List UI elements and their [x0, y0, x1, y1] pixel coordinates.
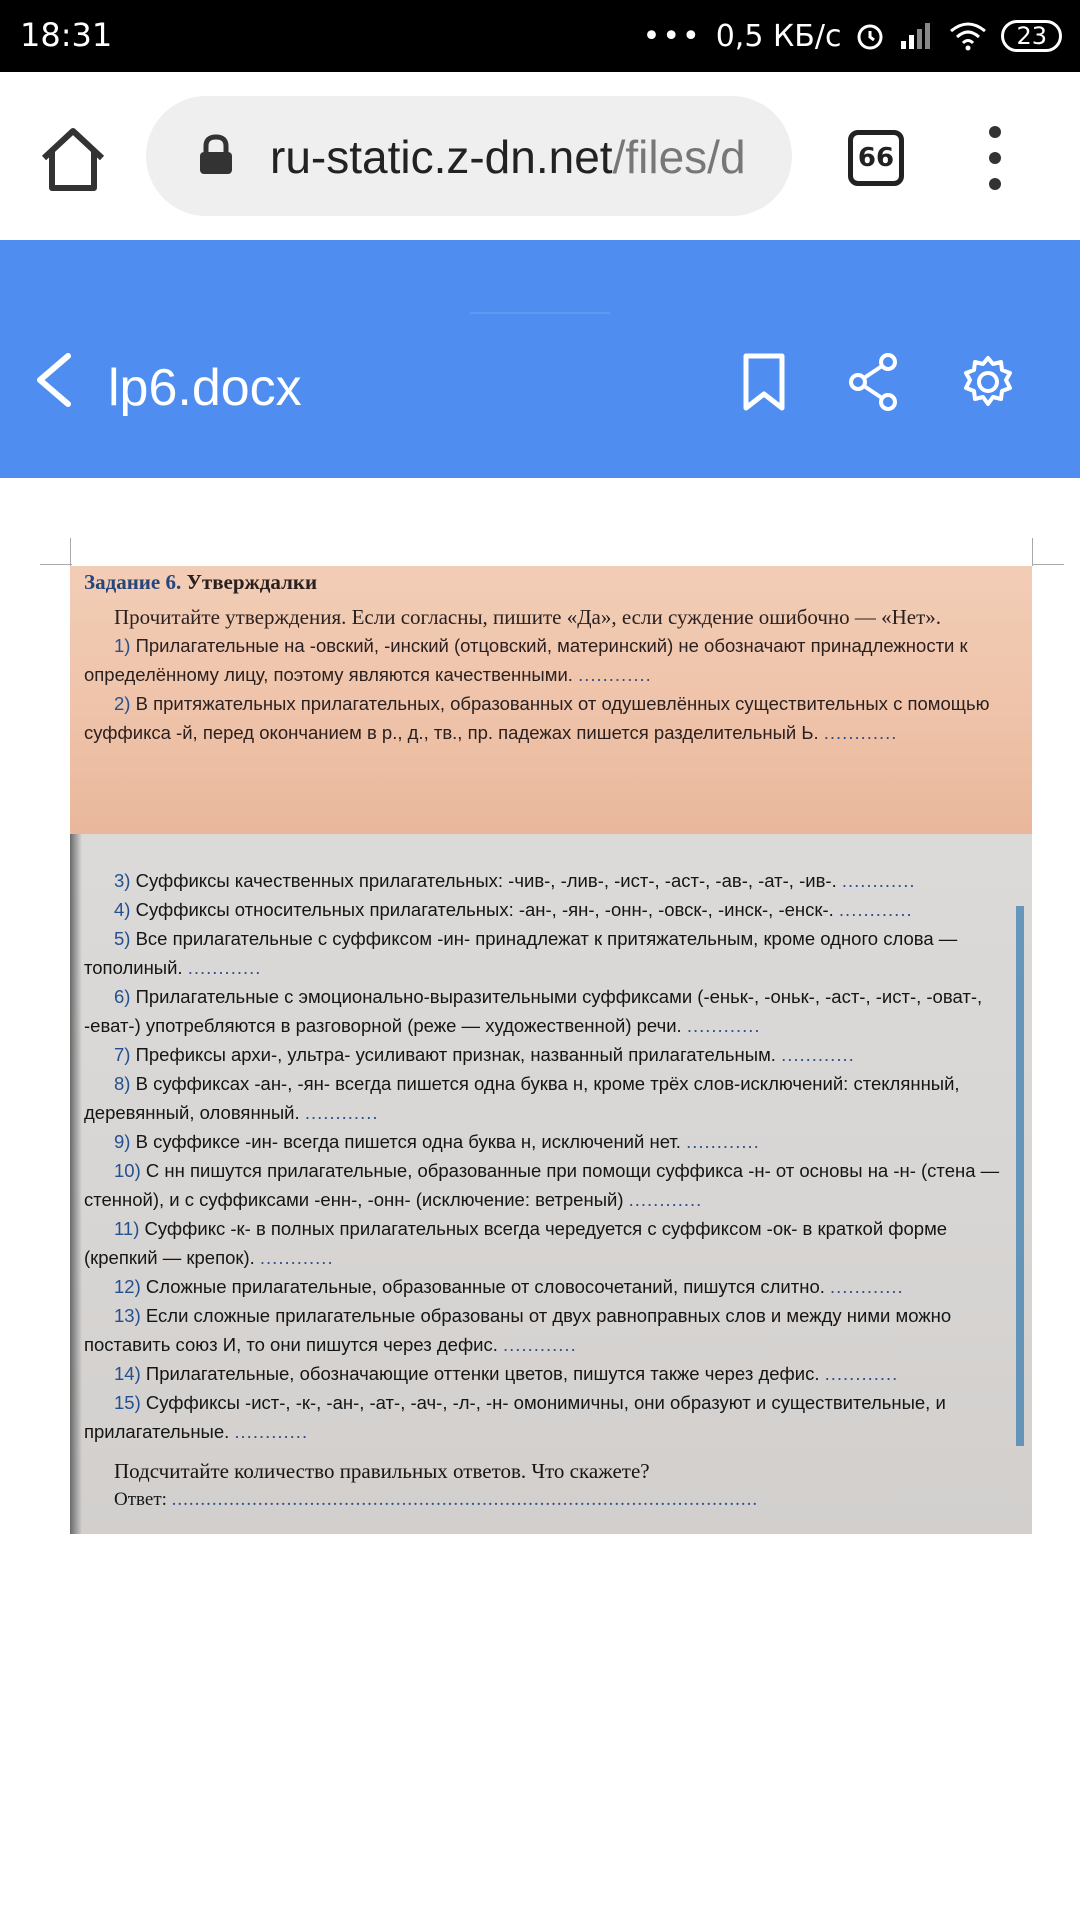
statement-text: Суффикс -к- в полных прилагательных всегда чередуется с суффиксом -ок- в краткой форме (крепкий — крепок).	[84, 1218, 948, 1268]
statement-text: В суффиксе -ин- всегда пишется одна буква н, исключений нет.	[135, 1131, 681, 1152]
statement-text: Прилагательные, обозначающие оттенки цветов, пишутся также через дефис.	[145, 1363, 820, 1384]
statement-text: Суффиксы -ист-, -к-, -ан-, -ат-, -ач-, -л-, -н- омонимичны, они образуют и существительные, и прилагательные.	[84, 1392, 946, 1442]
answer-blank: ............	[187, 957, 262, 978]
statement-number: 12)	[114, 1276, 141, 1297]
statement-item	[84, 1301, 1018, 1359]
answer-blank: ............	[304, 1102, 379, 1123]
settings-gear-icon[interactable]	[960, 352, 1016, 412]
share-icon[interactable]	[846, 352, 902, 412]
statement-number: 11)	[114, 1218, 140, 1239]
signal-icon	[899, 21, 935, 51]
answer-blank: ............	[841, 870, 916, 891]
answer-blank: ............	[686, 1131, 760, 1152]
document-page-image	[70, 566, 1032, 1534]
document-title: lp6.docx	[108, 359, 302, 417]
statement-item	[84, 1127, 1018, 1156]
task-title: Задание 6. Утверждалки	[84, 570, 318, 594]
statement-item	[84, 631, 1018, 689]
url-domain: ru-static.z-dn.net	[270, 131, 613, 183]
browser-toolbar	[0, 72, 1080, 240]
page-section-bottom	[70, 834, 1032, 1534]
document-app-bar	[0, 240, 1080, 478]
statement-number: 4)	[114, 899, 131, 920]
url-text	[270, 130, 792, 184]
statement-text: В притяжательных прилагательных, образованных от одушевлённых существительных с помощью суффикса -й, перед окончанием в р., д., тв., пр. падежах пишется разделительный Ь.	[84, 693, 990, 743]
statement-text: Если сложные прилагательные образованы от двух равноправных слов и между ними можно поставить союз И, то они пишутся через дефис.	[84, 1305, 952, 1355]
statement-item	[84, 1388, 1018, 1446]
wifi-icon	[949, 21, 987, 51]
answer-line: Ответ: ......................................................................................................	[114, 1489, 759, 1510]
answer-blank: ............	[824, 1363, 899, 1384]
answer-blank: ............	[823, 722, 898, 743]
answer-blank: ............	[830, 1276, 904, 1297]
statement-number: 9)	[114, 1131, 131, 1152]
statement-item	[84, 982, 1018, 1040]
document-viewer[interactable]	[0, 478, 1080, 1920]
statement-number: 10)	[114, 1160, 141, 1181]
statement-text: Суффиксы относительных прилагательных: -ан-, -ян-, -онн-, -овск-, -инск-, -енск-.	[135, 899, 834, 920]
home-icon[interactable]	[38, 124, 108, 194]
browser-menu-icon[interactable]	[980, 126, 1010, 196]
statement-item	[84, 689, 1018, 747]
statement-text: Суффиксы качественных прилагательных: -чив-, -лив-, -ист-, -аст-, -ав-, -ат-, -ив-.	[135, 870, 837, 891]
statement-text: Префиксы архи-, ультра- усиливают признак, названный прилагательным.	[135, 1044, 776, 1065]
statement-number: 14)	[114, 1363, 141, 1384]
statement-item	[84, 924, 1018, 982]
answer-blank: ............	[781, 1044, 855, 1065]
statement-text: С нн пишутся прилагательные, образованные при помощи суффикса -н- от основы на -н- (стена — стенной), и с суффиксами -енн-, -онн- (исключение: ветреный)	[84, 1160, 1000, 1210]
statement-item	[84, 1069, 1018, 1127]
page-section-top	[70, 566, 1032, 834]
answer-blank: ............	[686, 1015, 761, 1036]
lock-icon	[198, 134, 234, 176]
statement-text: Все прилагательные с суффиксом -ин- принадлежат к притяжательным, кроме одного слова — тополиный.	[84, 928, 958, 978]
statement-number: 15)	[114, 1392, 141, 1413]
statement-number: 5)	[114, 928, 131, 949]
statement-text: Сложные прилагательные, образованные от словосочетаний, пишутся слитно.	[145, 1276, 825, 1297]
more-notifications-icon: •••	[642, 18, 702, 54]
answer-blank: ............	[838, 899, 913, 920]
alarm-icon	[855, 21, 885, 51]
statement-item	[84, 1156, 1018, 1214]
statement-number: 8)	[114, 1073, 131, 1094]
statement-item	[84, 866, 1018, 895]
statement-text: Прилагательные с эмоционально-выразительными суффиксами (-еньк-, -оньк-, -аст-, -ист-, -оват-, -еват-) употребляются в разговорной (реже — художественной) речи.	[84, 986, 983, 1036]
statement-number: 1)	[114, 635, 131, 656]
answer-blank: ............	[234, 1421, 309, 1442]
statements-list	[84, 866, 1018, 1446]
statement-number: 3)	[114, 870, 131, 891]
status-time: 18:31	[20, 16, 113, 54]
answer-blank: ............	[628, 1189, 703, 1210]
statement-item	[84, 1040, 1018, 1069]
battery-indicator: 23	[1001, 20, 1062, 52]
url-path: /files/d	[612, 131, 746, 183]
statement-number: 13)	[114, 1305, 141, 1326]
status-bar	[0, 0, 1080, 72]
answer-blank: ............	[503, 1334, 577, 1355]
statement-item	[84, 1359, 1018, 1388]
bookmark-icon[interactable]	[736, 352, 792, 412]
statement-item	[84, 895, 1018, 924]
status-icons	[643, 14, 1062, 58]
statement-number: 2)	[114, 693, 131, 714]
back-arrow-icon[interactable]	[30, 350, 80, 410]
statement-text: В суффиксах -ан-, -ян- всегда пишется одна буква н, кроме трёх слов-исключений: стеклянный, деревянный, оловянный.	[84, 1073, 960, 1123]
statement-item	[84, 1214, 1018, 1272]
statements-top	[84, 631, 1018, 747]
statement-text: Прилагательные на -овский, -инский (отцовский, материнский) не обозначают принадлежности к определённому лицу, поэтому являются качественными.	[84, 635, 968, 685]
summary-question: Подсчитайте количество правильных ответов. Что скажете?	[114, 1459, 650, 1483]
network-speed: 0,5 КБ/с	[715, 18, 842, 54]
answer-blank: ............	[578, 664, 652, 685]
answer-blank: ............	[259, 1247, 334, 1268]
address-bar[interactable]	[146, 96, 792, 216]
statement-number: 6)	[114, 986, 131, 1007]
task-intro: Прочитайте утверждения. Если согласны, пишите «Да», если суждение ошибочно — «Нет».	[114, 605, 942, 629]
tabs-count-button[interactable]: 66	[848, 130, 904, 186]
statement-number: 7)	[114, 1044, 131, 1065]
statement-item	[84, 1272, 1018, 1301]
